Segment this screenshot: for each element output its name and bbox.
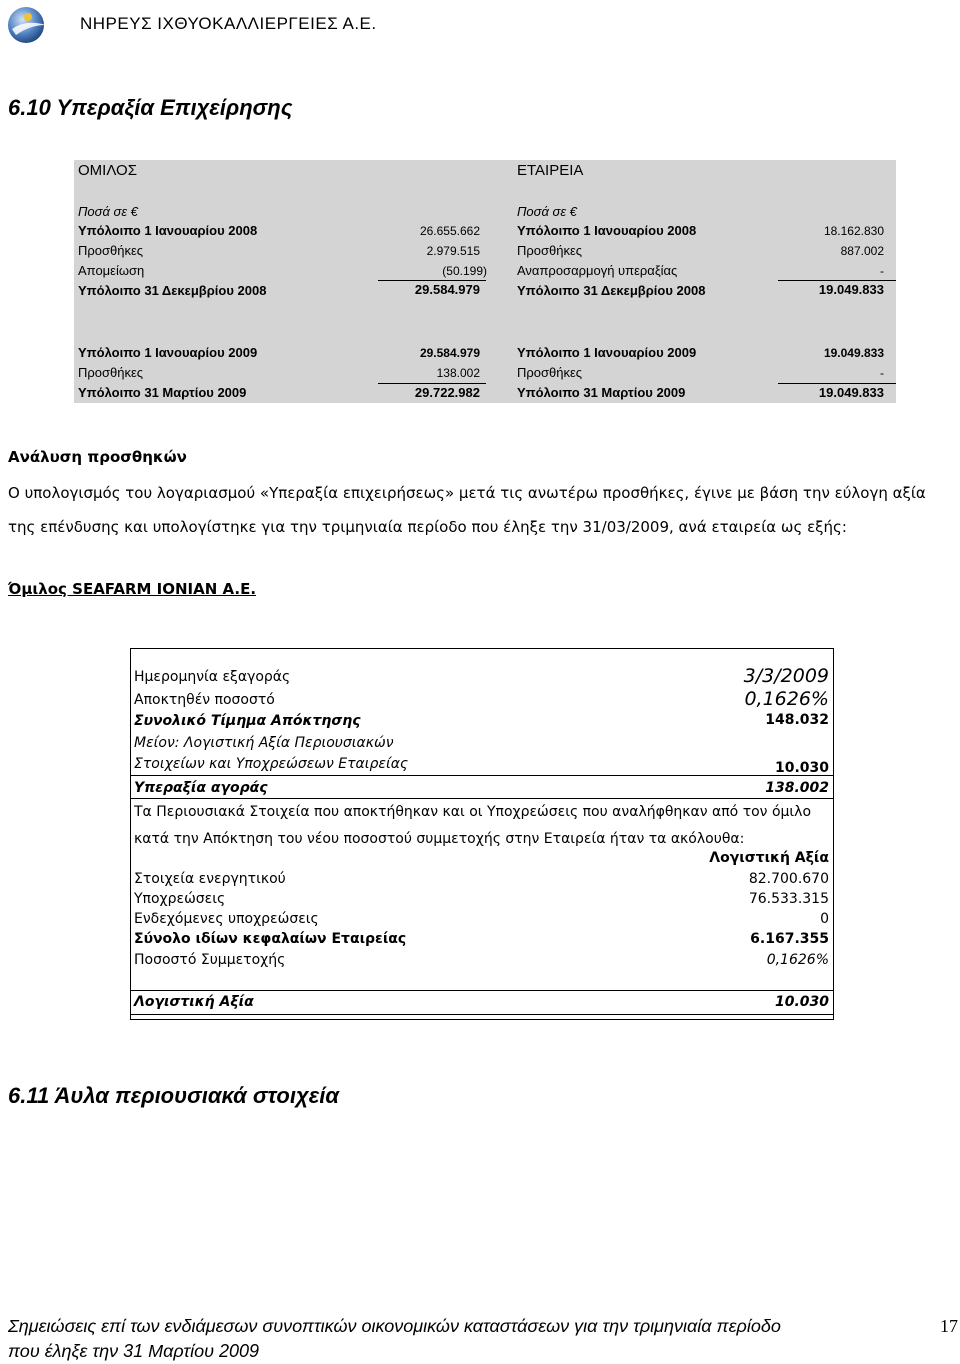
- page-number: 17: [940, 1316, 958, 1336]
- acq-assets-value: 82.700.670: [748, 871, 829, 887]
- acq-equity-label: Σύνολο ιδίων κεφαλαίων Εταιρείας: [134, 931, 407, 947]
- group-heading: Όμιλος SEAFARM IONIAN A.E.: [8, 580, 257, 598]
- group-row-label: Υπόλοιπο 31 Δεκεμβρίου 2008: [78, 283, 267, 298]
- acq-cost-label: Συνολικό Τίμημα Απόκτησης: [134, 713, 361, 729]
- company-row-value: 18.162.830: [823, 224, 884, 238]
- footer-text-line: που έληξε την 31 Μαρτίου 2009: [8, 1341, 260, 1361]
- group-currency: Ποσά σε €: [78, 204, 138, 219]
- box-rule: [131, 1014, 833, 1015]
- group-row-label: Απομείωση: [78, 263, 145, 278]
- acq-less-label: Μείον: Λογιστική Αξία Περιουσιακών: [134, 735, 394, 751]
- group-row-label: Προσθήκες: [78, 243, 144, 258]
- table-rule: [378, 280, 486, 281]
- acq-less-label: Στοιχείων και Υποχρεώσεων Εταιρείας: [134, 756, 409, 772]
- company-row-value: 19.049.833: [818, 282, 884, 297]
- next-section-title: 6.11 Άυλα περιουσιακά στοιχεία: [8, 1083, 339, 1108]
- analysis-text-line: Ο υπολογισμός του λογαριασμού «Υπεραξία επιχειρήσεως» μετά τις ανωτέρω προσθήκες, έγινε με βάση την εύλογη αξία: [8, 484, 926, 502]
- group-row-label: Υπόλοιπο 1 Ιανουαρίου 2008: [78, 223, 258, 238]
- acquisition-box: [130, 648, 834, 1020]
- acq-share-label: Ποσοστό Συμμετοχής: [134, 952, 286, 968]
- box-rule: [131, 990, 833, 991]
- acq-assets-label: Στοιχεία ενεργητικού: [134, 871, 286, 887]
- company-row-value: 19.049.833: [823, 346, 884, 360]
- company-row-value: -: [880, 264, 884, 278]
- company-row-label: Προσθήκες: [517, 365, 583, 380]
- goodwill-table-panel: [74, 160, 896, 403]
- group-row-label: Υπόλοιπο 31 Μαρτίου 2009: [78, 385, 247, 400]
- acq-book-value: 10.030: [774, 994, 829, 1010]
- group-row-value: 26.655.662: [419, 224, 480, 238]
- acq-col-header: Λογιστική Αξία: [709, 850, 829, 866]
- acq-cont-value: 0: [820, 911, 829, 927]
- company-row-label: Προσθήκες: [517, 243, 583, 258]
- box-rule: [131, 798, 833, 799]
- nireus-logo-icon: [6, 3, 50, 47]
- company-title: ΕΤΑΙΡΕΙΑ: [517, 162, 584, 179]
- company-row-value: -: [880, 366, 884, 380]
- acq-cont-label: Ενδεχόμενες υποχρεώσεις: [134, 911, 319, 927]
- group-row-value: 138.002: [436, 366, 480, 380]
- acq-date-label: Ημερομηνία εξαγοράς: [134, 669, 291, 685]
- group-row-value: 29.584.979: [419, 346, 480, 360]
- group-row-label: Προσθήκες: [78, 365, 144, 380]
- acq-date-value: 3/3/2009: [743, 665, 829, 687]
- table-rule: [378, 383, 486, 384]
- company-name: ΝΗΡΕΥΣ ΙΧΘΥΟΚΑΛΛΙΕΡΓΕΙΕΣ Α.Ε.: [80, 14, 377, 33]
- acq-goodwill-value: 138.002: [765, 780, 829, 796]
- acq-liab-label: Υποχρεώσεις: [134, 891, 226, 907]
- acq-goodwill-label: Υπεραξία αγοράς: [134, 780, 268, 796]
- acq-share-value: 0,1626%: [766, 952, 829, 968]
- acq-cost-value: 148.032: [765, 712, 829, 728]
- group-row-label: Υπόλοιπο 1 Ιανουαρίου 2009: [78, 345, 258, 360]
- table-rule: [778, 280, 896, 281]
- company-row-label: Υπόλοιπο 1 Ιανουαρίου 2008: [517, 223, 697, 238]
- company-row-label: Υπόλοιπο 31 Μαρτίου 2009: [517, 385, 686, 400]
- analysis-heading: Ανάλυση προσθηκών: [8, 448, 187, 466]
- acq-less-value: 10.030: [774, 760, 829, 776]
- analysis-text-line: της επένδυσης και υπολογίστηκε για την τριμηνιαία περίοδο που έληξε την 31/03/2009, ανά εταιρεία ως εξής:: [8, 518, 847, 536]
- section-title: 6.10 Υπεραξία Επιχείρησης: [8, 95, 293, 120]
- group-title: ΟΜΙΛΟΣ: [78, 162, 137, 179]
- acq-text-line: Τα Περιουσιακά Στοιχεία που αποκτήθηκαν και οι Υποχρεώσεις που αναλήφθηκαν από τον όμιλο: [134, 804, 812, 820]
- company-row-label: Υπόλοιπο 1 Ιανουαρίου 2009: [517, 345, 697, 360]
- group-row-value: 29.722.982: [414, 385, 480, 400]
- acq-book-label: Λογιστική Αξία: [134, 994, 254, 1010]
- group-row-value: 29.584.979: [414, 282, 480, 297]
- acq-text-line: κατά την Απόκτηση του νέου ποσοστού συμμετοχής στην Εταιρεία ήταν τα ακόλουθα:: [134, 831, 745, 847]
- group-row-value: (50.199): [442, 264, 487, 278]
- acq-pct-value: 0,1626%: [744, 688, 829, 710]
- box-rule: [131, 775, 833, 776]
- company-currency: Ποσά σε €: [517, 204, 577, 219]
- company-row-label: Υπόλοιπο 31 Δεκεμβρίου 2008: [517, 283, 706, 298]
- acq-equity-value: 6.167.355: [750, 931, 829, 947]
- company-row-label: Αναπροσαρμογή υπεραξίας: [517, 263, 678, 278]
- table-rule: [778, 383, 896, 384]
- footer-text-line: Σημειώσεις επί των ενδιάμεσων συνοπτικών οικονομικών καταστάσεων για την τριμηνιαία περίοδο: [8, 1316, 781, 1336]
- group-row-value: 2.979.515: [426, 244, 480, 258]
- acq-liab-value: 76.533.315: [748, 891, 829, 907]
- company-row-value: 19.049.833: [818, 385, 884, 400]
- acq-pct-label: Αποκτηθέν ποσοστό: [134, 692, 275, 708]
- company-row-value: 887.002: [840, 244, 884, 258]
